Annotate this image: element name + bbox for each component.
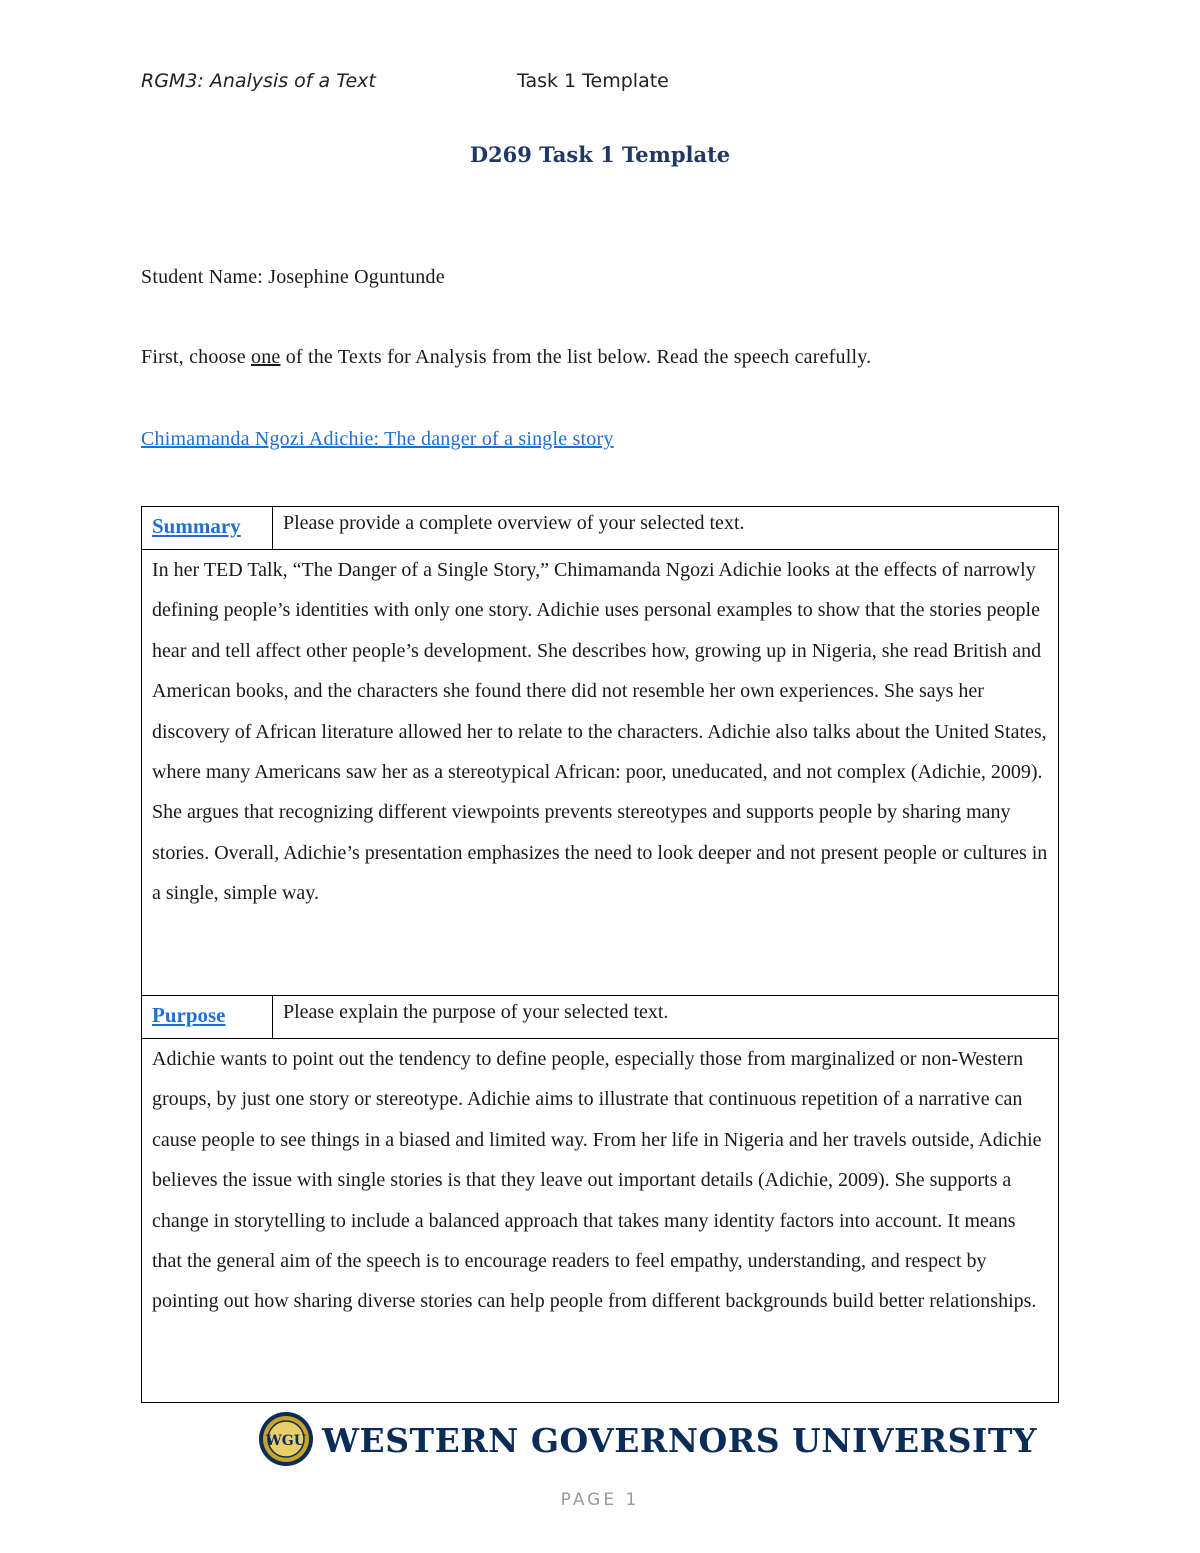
purpose-body-text: Adichie wants to point out the tendency to define people, especially those from marginalized or non-Western groups, by just one story or stereotype. Adichie aims to illustrate that continuous repetition of a narrative can cause people to see things in a biased and limited way. From her life in Nigeria and her travels outside, Adichie believes the issue with single stories is that they leave out important details (Adichie, 2009). She supports a change in storytelling to include a balanced approach that takes many identity factors into account. It means that the general aim of the speech is to encourage readers to feel empathy, understanding, and respect by pointing out how sharing diverse stories can help people from different backgrounds build better relationships. — [142, 1039, 1059, 1403]
analysis-table — [141, 506, 1059, 1403]
purpose-label-link[interactable]: Purpose — [152, 1003, 226, 1027]
purpose-prompt: Please explain the purpose of your selected text. — [273, 996, 1059, 1039]
wgu-seal-icon — [258, 1411, 314, 1467]
header-template-label: Task 1 Template — [517, 70, 669, 92]
wgu-logo — [258, 1411, 1037, 1469]
summary-label-link[interactable]: Summary — [152, 514, 241, 538]
summary-body-text: In her TED Talk, “The Danger of a Single Story,” Chimamanda Ngozi Adichie looks at the effects of narrowly defining people’s identities with only one story. Adichie uses personal examples to show that the stories people hear and tell affect other people’s development. She describes how, growing up in Nigeria, she read British and American books, and the characters she found there did not resemble her own experiences. She says her discovery of African literature allowed her to relate to the characters. Adichie also talks about the United States, where many Americans saw her as a stereotypical African: poor, uneducated, and not complex (Adichie, 2009). She argues that recognizing different viewpoints prevents stereotypes and supports people by sharing many stories. Overall, Adichie’s presentation emphasizes the need to look deeper and not present people or cultures in a single, simple way. — [142, 550, 1059, 996]
student-name-line: Student Name: Josephine Oguntunde — [141, 266, 445, 288]
instruction-emphasis: one — [251, 346, 281, 368]
purpose-label-cell — [142, 996, 273, 1039]
header-course-title: RGM3: Analysis of a Text — [141, 70, 376, 92]
wgu-seal-letters: WGU — [266, 1433, 306, 1449]
instruction-before: First, choose — [141, 346, 252, 368]
instruction-text — [141, 346, 871, 369]
summary-header-row — [142, 507, 1059, 550]
speech-link[interactable]: Chimamanda Ngozi Adichie: The danger of a single story — [141, 428, 614, 450]
page-number: PAGE 1 — [560, 1490, 640, 1510]
wgu-logo-text: WESTERN GOVERNORS UNIVERSITY — [322, 1421, 1037, 1460]
purpose-header-row — [142, 996, 1059, 1039]
summary-body-row — [142, 550, 1059, 996]
summary-prompt: Please provide a complete overview of your selected text. — [273, 507, 1059, 550]
document-title: D269 Task 1 Template — [469, 142, 731, 167]
summary-label-cell — [142, 507, 273, 550]
instruction-after: of the Texts for Analysis from the list below. Read the speech carefully. — [280, 346, 872, 368]
purpose-body-row — [142, 1039, 1059, 1403]
